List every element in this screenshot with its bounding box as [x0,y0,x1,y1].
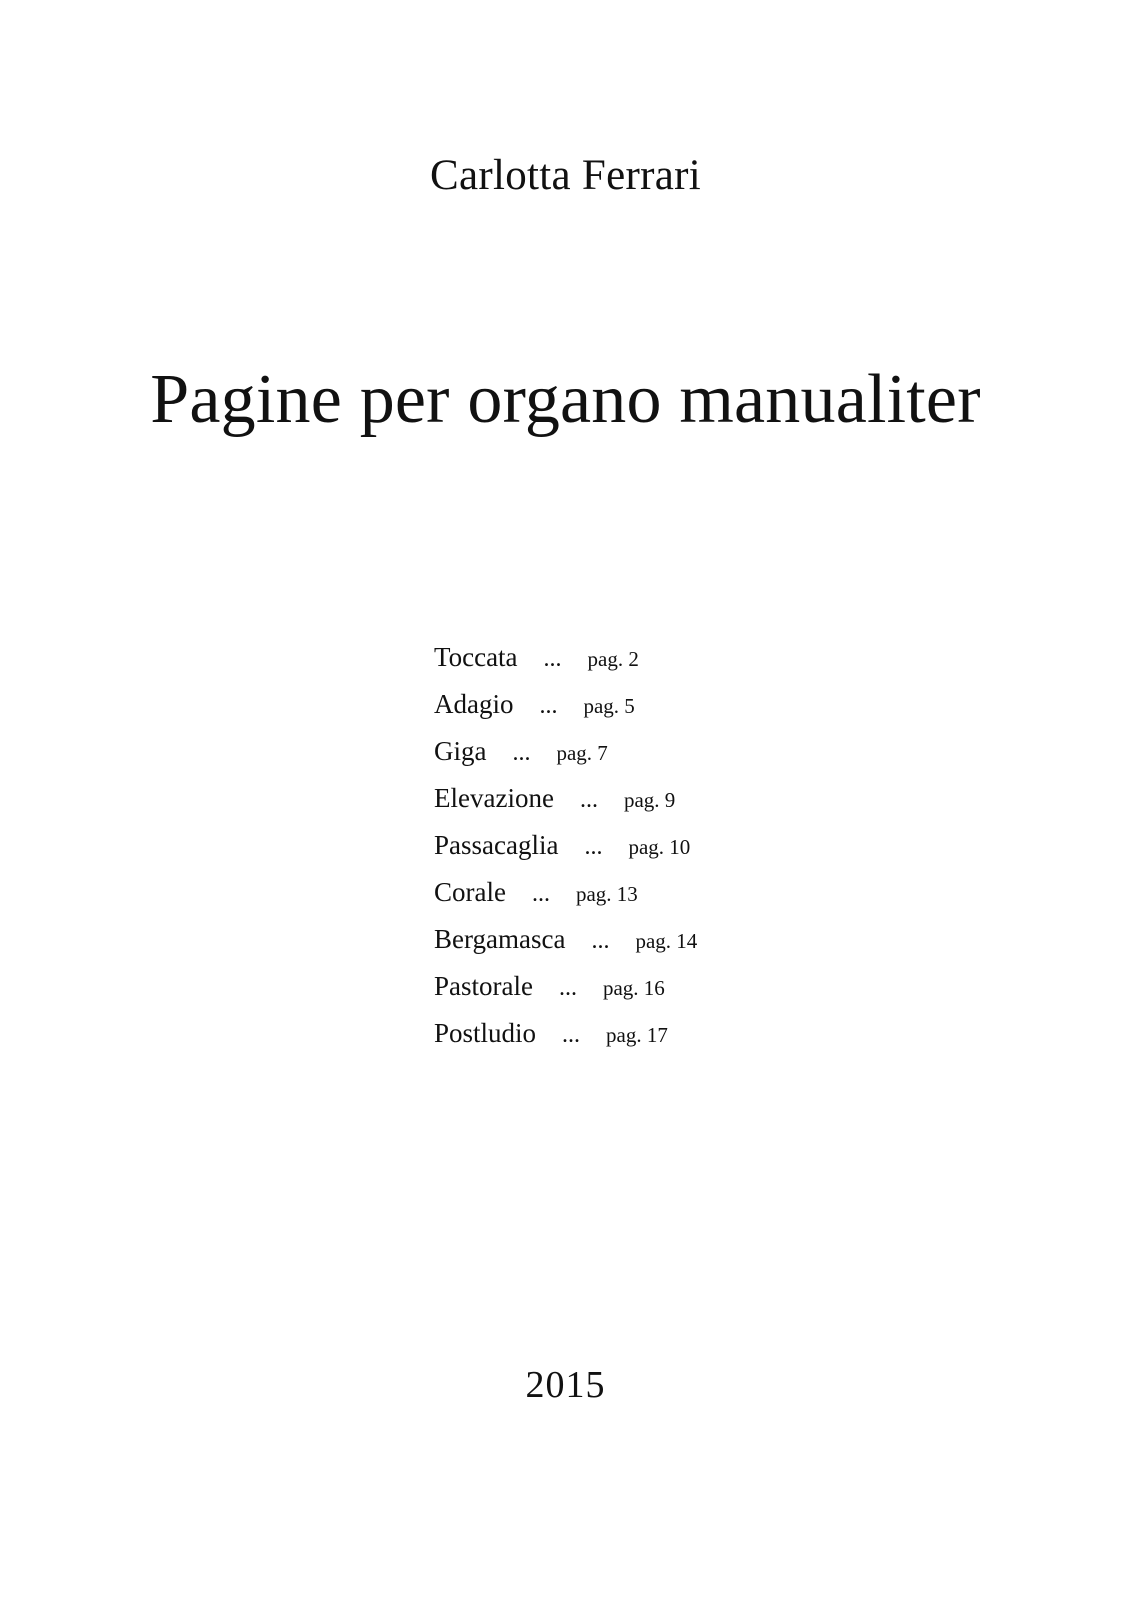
toc-entry-elevazione [434,783,697,830]
toc-entry-name: Corale [434,877,506,907]
toc-entry-page: pag. 5 [583,694,635,718]
document-title: Pagine per organo manualiter [150,361,981,438]
toc-entry-dots: ... [543,646,562,672]
toc-entry-name: Passacaglia [434,830,559,860]
toc-entry-page: pag. 7 [556,741,608,765]
toc-entry-name: Giga [434,736,487,766]
toc-entry-toccata [434,642,697,689]
toc-entry-page: pag. 13 [575,882,638,906]
toc-entry-giga [434,736,697,783]
toc-entry-name: Bergamasca [434,924,566,954]
toc-entry-dots: ... [584,834,603,860]
toc-entry-dots: ... [591,928,610,954]
toc-entry-dots: ... [579,787,598,813]
toc-entry-name: Postludio [434,1018,537,1048]
toc-entry-dots: ... [558,975,577,1001]
toc-entry-dots: ... [562,1022,581,1048]
toc-entry-name: Elevazione [434,783,554,813]
toc-entry-page: pag. 9 [623,788,676,812]
toc-entry-name: Toccata [434,642,518,672]
toc-entry-page: pag. 14 [635,929,698,953]
toc-entry-name: Pastorale [434,971,533,1001]
toc-entry-pastorale [434,971,697,1018]
toc-entry-page: pag. 16 [602,976,665,1000]
author-name: Carlotta Ferrari [429,152,702,199]
toc-entry-postludio [434,1018,697,1065]
toc-entry-page: pag. 10 [628,835,691,859]
toc-entry-dots: ... [512,740,531,766]
toc-entry-dots: ... [539,693,558,719]
toc-entry-passacaglia [434,830,697,877]
toc-entry-bergamasca [434,924,697,971]
toc-entry-adagio [434,689,697,736]
toc-entry-corale [434,877,697,924]
table-of-contents [434,642,697,1065]
toc-entry-page: pag. 2 [587,647,639,671]
publication-year: 2015 [525,1364,606,1406]
toc-entry-dots: ... [531,881,550,907]
toc-entry-page: pag. 17 [606,1023,668,1047]
toc-entry-name: Adagio [434,689,514,719]
